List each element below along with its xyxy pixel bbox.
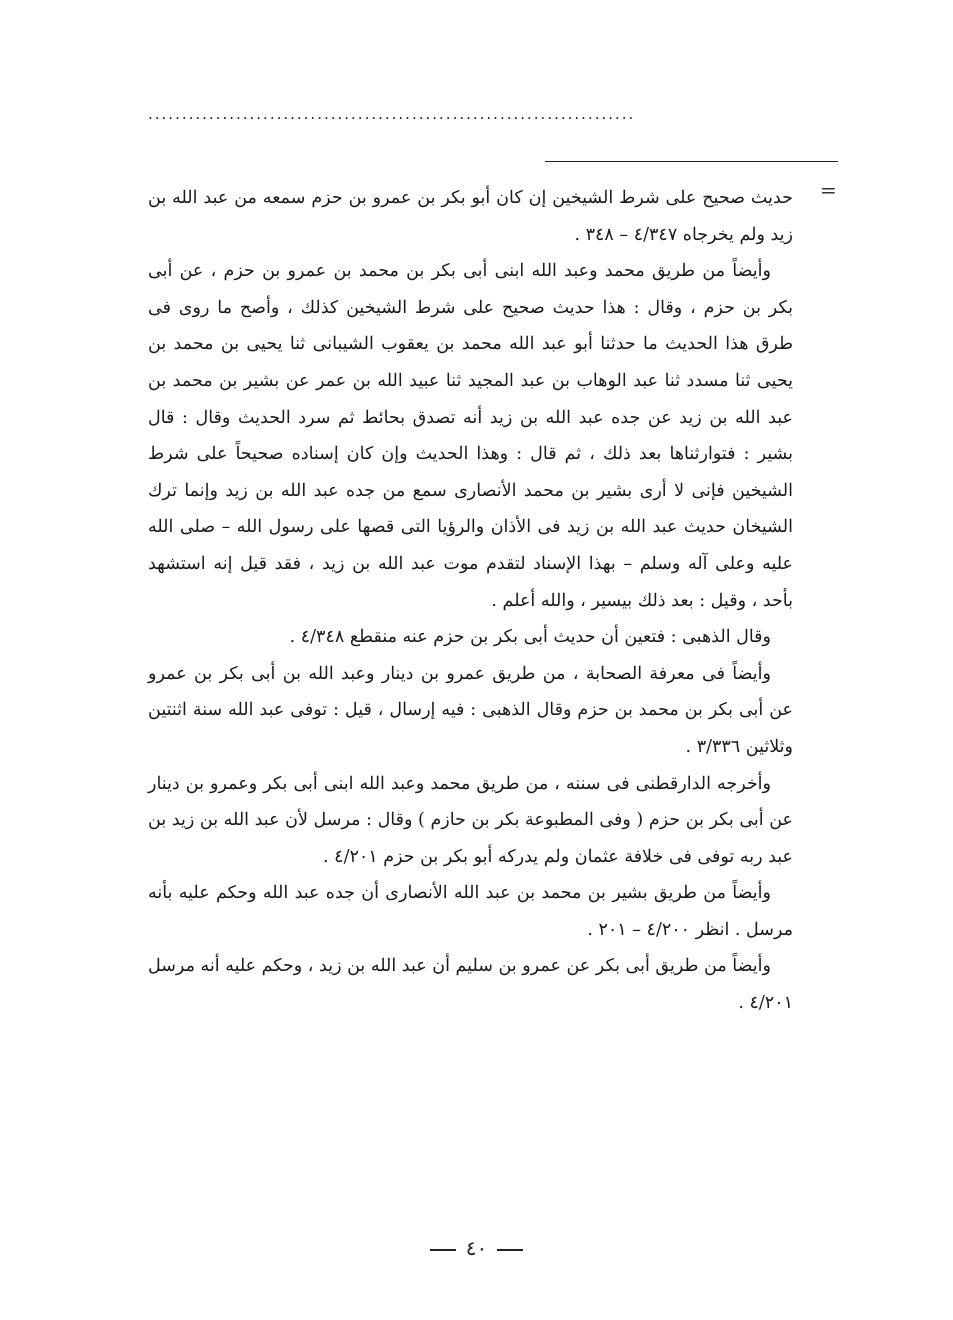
footer-dash-right [497,1249,523,1251]
footnote-body [148,180,793,1022]
dotted-divider: ........................................................................ [148,105,636,123]
page-footer [0,1236,953,1260]
footnote-rule [545,161,838,162]
paragraph-3: وقال الذهبى : فتعين أن حديث أبى بكر بن حزم عنه منقطع ٤/٣٤٨ . [289,627,771,648]
paragraph-2: وأيضاً من طريق محمد وعبد الله ابنى أبى بكر بن محمد بن عمرو بن حزم ، عن أبى بكر بن حزم ، وقال : هذا حديث صحيح على شرط الشيخين كذلك ، وأصح ما روى فى طرق هذا الحديث ما حدثنا أبو عبد الله محمد بن يعقوب الشيبانى ثنا يحيى بن محمد بن يحيى ثنا مسدد ثنا عبد الوهاب بن عبد المجيد ثنا عبيد الله بن عمر عن بشير بن محمد بن عبد الله بن زيد عن جده عبد الله بن زيد أنه تصدق بحائط ثم سرد الحديث وقال : قال بشير : فتوارثناها بعد ذلك ، ثم قال : وهذا الحديث وإن كان إسناده صحيحاً على شرط الشيخين فإنى لا أرى بشير بن محمد الأنصارى سمع من جده عبد الله بن زيد وإنما ترك الشيخان حديث عبد الله بن زيد فى الأذان والرؤيا التى قصها على رسول الله – صلى الله عليه وعلى آله وسلم – بهذا الإسناد لتقدم موت عبد الله بن زيد ، فقد قيل إنه استشهد بأحد ، وقيل : بعد ذلك بيسير ، والله أعلم . [148,261,793,611]
paragraph-7: وأيضاً من طريق أبى بكر عن عمرو بن سليم أن عبد الله بن زيد ، وحكم عليه أنه مرسل ٤/٢٠١ . [148,956,793,1014]
page-number: ٤٠ [465,1236,488,1260]
continuation-mark: = [820,178,837,202]
footer-dash-left [430,1249,456,1251]
paragraph-4: وأيضاً فى معرفة الصحابة ، من طريق عمرو بن دينار وعبد الله بن أبى بكر بن عمرو عن أبى بكر بن محمد بن حزم وقال الذهبى : فيه إرسال ، قيل : توفى عبد الله سنة اثنتين وثلاثين ٣/٣٣٦ . [148,663,793,757]
paragraph-1: حديث صحيح على شرط الشيخين إن كان أبو بكر بن عمرو بن حزم سمعه من عبد الله بن زيد ولم يخرجاه ٤/٣٤٧ – ٣٤٨ . [148,188,793,245]
paragraph-5: وأخرجه الدارقطنى فى سننه ، من طريق محمد وعبد الله ابنى أبى بكر وعمرو بن دينار عن أبى بكر بن حزم ( وفى المطبوعة بكر بن حازم ) وقال : مرسل لأن عبد الله بن زيد بن عبد ربه توفى فى خلافة عثمان ولم يدركه أبو بكر بن حزم ٤/٢٠١ . [148,773,793,867]
paragraph-6: وأيضاً من طريق بشير بن محمد بن عبد الله الأنصارى أن جده عبد الله وحكم عليه بأنه مرسل . انظر ٤/٢٠٠ – ٢٠١ . [148,883,793,940]
